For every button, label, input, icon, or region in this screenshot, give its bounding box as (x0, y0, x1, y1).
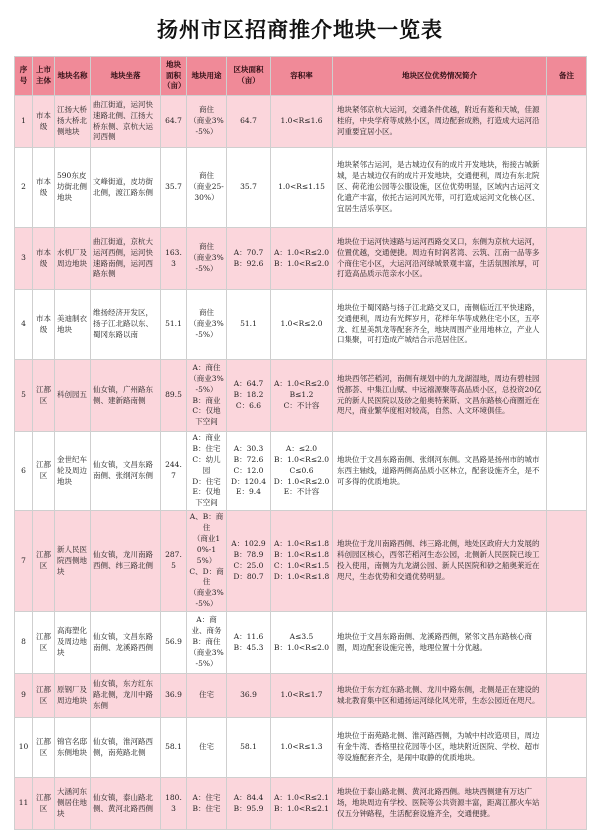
cell-far: A：1.0<R≤2.1 B：1.0<R≤2.1 (271, 778, 333, 830)
table-row (15, 290, 587, 360)
cell-use: 住宅 (187, 718, 227, 778)
cell-far: A≤3.5 B：1.0<R≤2.0 (271, 612, 333, 674)
cell-no: 8 (15, 612, 33, 674)
table-row (15, 148, 587, 228)
cell-use: 住宅 (187, 674, 227, 718)
cell-desc: 地块位于文昌东路南侧、龙溪路西侧，紧邻文昌东路核心商圈，周边配套设施完善，地理位置十分优越。 (333, 612, 547, 674)
cell-desc: 地块位于东方红东路北侧、龙川中路东侧，北侧是正在建设的城北教育集中区和通扬运河绿化风光带，生态公园近在咫尺。 (333, 674, 547, 718)
table-row (15, 432, 587, 511)
cell-use: A、B：商住 （商业10%-15%） C、D：商住 （商业3%-5%） (187, 511, 227, 612)
cell-note (547, 432, 587, 511)
header-block-area: 区块面积（亩） (227, 57, 271, 96)
cell-no: 5 (15, 360, 33, 432)
cell-note (547, 778, 587, 830)
cell-far: A：1.0<R≤2.0 B：1.0<R≤2.0 (271, 228, 333, 290)
header-name: 地块名称 (55, 57, 91, 96)
cell-subject: 市本级 (33, 148, 55, 228)
cell-area: 36.9 (161, 674, 187, 718)
cell-desc: 地块位于文昌东路南侧、张纲河东侧。文昌路是扬州市的城市东西主轴线，道路两侧高品质小区林立，配套设施齐全，是不可多得的优质地块。 (333, 432, 547, 511)
header-area: 地块面积（亩） (161, 57, 187, 96)
cell-name: 大涵河东侧居住地块 (55, 778, 91, 830)
cell-name: 江扬大桥扬大桥北侧地块 (55, 96, 91, 148)
cell-block-area: A：102.9 B：78.9 C：25.0 D：80.7 (227, 511, 271, 612)
cell-location: 仙女镇，淮河路西侧，南苑路北侧 (91, 718, 161, 778)
table-row (15, 718, 587, 778)
cell-far: 1.0<R≤1.15 (271, 148, 333, 228)
cell-far: 1.0<R≤1.6 (271, 96, 333, 148)
cell-use: A：住宅 B：住宅 (187, 778, 227, 830)
page-title: 扬州市区招商推介地块一览表 (157, 18, 443, 42)
cell-name: 美迪制衣地块 (55, 290, 91, 360)
cell-note (547, 718, 587, 778)
cell-block-area: A：70.7 B：92.6 (227, 228, 271, 290)
cell-block-area: A：64.7 B：18.2 C：6.6 (227, 360, 271, 432)
header-location: 地块坐落 (91, 57, 161, 96)
cell-use: 商住 （商业3%-5%） (187, 228, 227, 290)
cell-name: 590东皮坊街北侧地块 (55, 148, 91, 228)
cell-name: 金世纪车轮及周边地块 (55, 432, 91, 511)
cell-subject: 市本级 (33, 96, 55, 148)
cell-no: 6 (15, 432, 33, 511)
cell-area: 89.5 (161, 360, 187, 432)
cell-subject: 市本级 (33, 228, 55, 290)
cell-use: A：商业、商务 B：商住 （商业3%-5%） (187, 612, 227, 674)
header-use: 地块用途 (187, 57, 227, 96)
cell-location: 曲江街道，京杭大运河西侧，运河快速路南侧，运河西路东侧 (91, 228, 161, 290)
cell-area: 163.3 (161, 228, 187, 290)
cell-desc: 地块位于运河快速路与运河西路交叉口，东侧为京杭大运河，位置优越，交通便捷。周边有时润茗湾、云筑、江南一品等多个商住宅小区，大运河沿河绿城景观丰富，生活氛围浓厚，可打造高品质示范亲水小区。 (333, 228, 547, 290)
cell-far: A：1.0<R≤1.8 B：1.0<R≤1.8 C：1.0<R≤1.5 D：1.0<R≤1.8 (271, 511, 333, 612)
cell-subject: 江都区 (33, 612, 55, 674)
cell-note (547, 511, 587, 612)
cell-area: 58.1 (161, 718, 187, 778)
cell-subject: 江都区 (33, 511, 55, 612)
cell-location: 曲江街道，运河快速路北侧、江扬大桥东侧、京杭大运河西侧 (91, 96, 161, 148)
cell-desc: 地块西邻芒稻河，南侧有规划中的九龙湖湿地，周边有碧桂园悦都荟、中集江山赋、中远禧源聚等高品质小区，总投资20亿元的新人民医院以及砂之船奥特莱斯、文昌东路核心商圈近在咫尺，商业繁华度相对较高，自然、人文环境俱佳。 (333, 360, 547, 432)
cell-location: 仙女镇，泰山路北侧、黄河北路西侧 (91, 778, 161, 830)
cell-no: 11 (15, 778, 33, 830)
cell-name: 锦官名邸东侧地块 (55, 718, 91, 778)
header-note: 备注 (547, 57, 587, 96)
cell-no: 9 (15, 674, 33, 718)
cell-location: 仙女镇，文昌东路南侧、龙溪路西侧 (91, 612, 161, 674)
cell-far: 1.0<R≤2.0 (271, 290, 333, 360)
cell-location: 维扬经济开发区，扬子江北路以东、蜀冈东路以南 (91, 290, 161, 360)
header-desc: 地块区位优势情况简介 (333, 57, 547, 96)
cell-area: 287.5 (161, 511, 187, 612)
table-row (15, 674, 587, 718)
header-subject: 上市主体 (33, 57, 55, 96)
table-row (15, 511, 587, 612)
cell-no: 2 (15, 148, 33, 228)
cell-far: 1.0<R≤1.3 (271, 718, 333, 778)
cell-use: 商住 （商业3%-5%） (187, 96, 227, 148)
cell-desc: 地块位于泰山路北侧、黄河北路西侧。地块西侧建有万达广场，地块周边有学校、医院等公共资源丰富，距离江都火车站仅五分钟路程，生活配套设施齐全，交通便捷。 (333, 778, 547, 830)
cell-use: 商住 （商业25-30%） (187, 148, 227, 228)
table-row (15, 228, 587, 290)
table-row (15, 778, 587, 830)
cell-area: 180.3 (161, 778, 187, 830)
cell-use: A：商住 （商业3%-5%） B：商业 C：仅地下空间 (187, 360, 227, 432)
cell-note (547, 360, 587, 432)
cell-no: 7 (15, 511, 33, 612)
cell-use: 商住 （商业3%-5%） (187, 290, 227, 360)
cell-desc: 地块紧邻古运河，是古城边仅有的成片开发地块，衔接古城新城，是古城边仅有的成片开发地块，交通便利，周边有东北院区、荷花池公园等公服设施，区位优势明显，区域内古运河文化遗产丰富，依托古运河风光带，可打造成运河文化核心区、宜居生活乐享区。 (333, 148, 547, 228)
cell-no: 10 (15, 718, 33, 778)
cell-location: 仙女镇，广州路东侧、建新路南侧 (91, 360, 161, 432)
cell-name: 高海塑化及周边地块 (55, 612, 91, 674)
cell-name: 新人民医院西侧地块 (55, 511, 91, 612)
cell-note (547, 148, 587, 228)
cell-location: 文峰街道，皮坊街北侧，渡江路东侧 (91, 148, 161, 228)
cell-block-area: 64.7 (227, 96, 271, 148)
cell-note (547, 96, 587, 148)
cell-location: 仙女镇，文昌东路南侧、张纲河东侧 (91, 432, 161, 511)
cell-name: 水机厂及周边地块 (55, 228, 91, 290)
land-table (14, 56, 587, 830)
cell-subject: 江都区 (33, 360, 55, 432)
cell-subject: 江都区 (33, 432, 55, 511)
cell-note (547, 612, 587, 674)
cell-desc: 地块位于南苑路北侧、淮河路西侧，为城中村改造项目，周边有金牛湾、香格里拉花园等小区，地块附近医院、学校、超市等设施配套齐全，是闹中取静的优质地块。 (333, 718, 547, 778)
cell-no: 3 (15, 228, 33, 290)
cell-block-area: A：11.6 B：45.3 (227, 612, 271, 674)
cell-block-area: A：84.4 B：95.9 (227, 778, 271, 830)
cell-note (547, 674, 587, 718)
cell-area: 35.7 (161, 148, 187, 228)
cell-use: A：商业 B：住宅 C：幼儿园 D：住宅 E：仅地下空间 (187, 432, 227, 511)
cell-subject: 江都区 (33, 718, 55, 778)
cell-no: 4 (15, 290, 33, 360)
cell-desc: 地块位于蜀冈路与扬子江北路交叉口，南侧临近江平快速路，交通便利，周边有光辉岁月，花样年华等成熟住宅小区，五亭龙、红星美凯龙等配套齐全，地块周围产业用地林立，产业人口集聚，可打造成产城结合示范居住区。 (333, 290, 547, 360)
cell-area: 56.9 (161, 612, 187, 674)
cell-name: 科创园五 (55, 360, 91, 432)
cell-block-area: 36.9 (227, 674, 271, 718)
cell-far: A：1.0<R≤2.0 B≤1.2 C：不计容 (271, 360, 333, 432)
table-header-row (15, 57, 587, 96)
cell-subject: 市本级 (33, 290, 55, 360)
header-far: 容积率 (271, 57, 333, 96)
cell-area: 244.7 (161, 432, 187, 511)
cell-block-area: A：30.3 B：72.6 C：12.0 D：120.4 E：9.4 (227, 432, 271, 511)
cell-subject: 江都区 (33, 778, 55, 830)
cell-desc: 地块位于龙川南路西侧、纬三路北侧，地处区政府大力发展的科创园区核心，西邻芒稻河生态公园，北侧新人民医院已竣工投入使用，南侧为九龙湖公园、新人民医院和砂之船奥莱近在咫尺，生态优势和交通优势明显。 (333, 511, 547, 612)
cell-block-area: 51.1 (227, 290, 271, 360)
table-row (15, 612, 587, 674)
cell-desc: 地块紧邻京杭大运河，交通条件优越，附近有菱和天城，佳源桂府，中央学府等成熟小区，周边配套成熟，打造成大运河沿河重要宜居小区。 (333, 96, 547, 148)
cell-location: 仙女镇，龙川南路西侧、纬三路北侧 (91, 511, 161, 612)
cell-no: 1 (15, 96, 33, 148)
cell-block-area: 35.7 (227, 148, 271, 228)
cell-area: 51.1 (161, 290, 187, 360)
table-row (15, 360, 587, 432)
cell-subject: 江都区 (33, 674, 55, 718)
cell-area: 64.7 (161, 96, 187, 148)
cell-note (547, 290, 587, 360)
cell-block-area: 58.1 (227, 718, 271, 778)
cell-far: 1.0<R≤1.7 (271, 674, 333, 718)
table-row (15, 96, 587, 148)
cell-note (547, 228, 587, 290)
cell-name: 原钢厂及周边地块 (55, 674, 91, 718)
header-no: 序号 (15, 57, 33, 96)
cell-far: A：≤2.0 B：1.0<R≤2.0 C≤0.6 D：1.0<R≤2.0 E：不计容 (271, 432, 333, 511)
cell-location: 仙女镇，东方红东路北侧，龙川中路东侧 (91, 674, 161, 718)
